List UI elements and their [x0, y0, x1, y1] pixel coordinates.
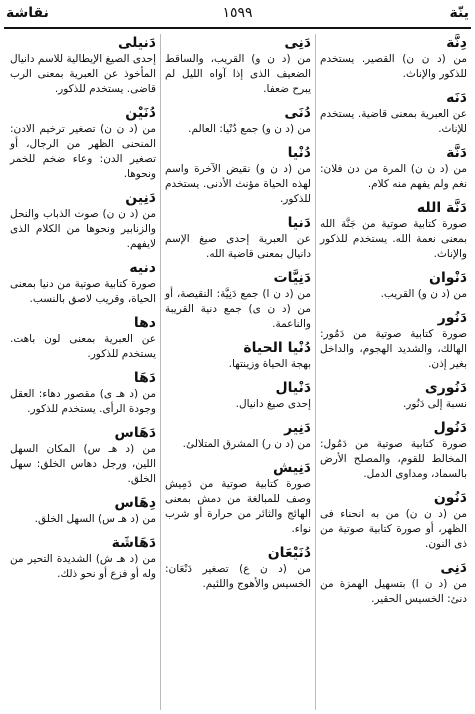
- header-last-word: نقاشة: [6, 5, 49, 21]
- dictionary-entry: [10, 314, 156, 362]
- column-right: [316, 34, 471, 710]
- definition: من (د ن ن) من به انحناء فى الظهر، أو صورة كتابية صوتية من ذى النون.: [320, 508, 467, 550]
- dictionary-entry: [10, 34, 156, 97]
- headword: دُنَيْن: [125, 105, 156, 121]
- page-header: [0, 0, 475, 30]
- header-rule: [4, 27, 471, 29]
- headword: دَنيا: [287, 215, 311, 231]
- headword: دَهَا: [133, 370, 156, 386]
- definition: عن العبرية بمعنى لون باهت. يستخدم للذكور.: [10, 333, 156, 360]
- definition: من (د ن ن) القصير. يستخدم للذكور والإناث.: [320, 53, 467, 80]
- headword: دَنْيال: [275, 380, 311, 396]
- headword: دَنيلى: [117, 35, 156, 51]
- definition: من (د ن ا) جمع دَنِيَّة: النقيصة، أو من (د ن ى) جمع دنية القريبة والناعمة.: [165, 288, 311, 330]
- definition: من (د هـ ى) مقصور دهاء: العقل وجودة الرأى. يستخدم للذكور.: [10, 388, 156, 415]
- dictionary-entry: [10, 259, 156, 307]
- headword: دَنِى: [284, 35, 311, 51]
- definition: إحدى الصيغ الإيطالية للاسم دانيال المأخوذ عن العبرية بمعنى الرب قاضى. يستخدم للذكور.: [10, 53, 156, 95]
- dictionary-entry: [320, 199, 467, 262]
- dictionary-entry: [10, 369, 156, 417]
- definition: عن العبرية بمعنى قاضية. يستخدم للإناث.: [320, 108, 467, 135]
- definition: من (د ن ر) المشرق المتلالئ.: [182, 438, 311, 450]
- definition: نسبة إلى دَنُور.: [402, 398, 467, 410]
- headword: دَنُورى: [424, 380, 467, 396]
- dictionary-entry: [10, 494, 156, 527]
- definition: من (د ن ا) بتسهيل الهمزة من دنئ: الخسيس الحقير.: [320, 578, 467, 605]
- dictionary-entry: [10, 424, 156, 487]
- headword: دَهَاس: [114, 425, 156, 441]
- dictionary-entry: [165, 459, 311, 537]
- dictionary-entry: [320, 144, 467, 192]
- headword: دَنُور: [437, 310, 467, 326]
- dictionary-entry: [165, 104, 311, 137]
- definition: صورة كتابية صوتية من دَمُور: الهالك، والشديد الهجوم، والداخل بغير إذن.: [320, 328, 467, 370]
- dictionary-entry: [320, 419, 467, 482]
- headword: دَنِيش: [273, 460, 311, 476]
- headword: دُنَيْعَان: [267, 545, 311, 561]
- definition: بهجة الحياة وزينتها.: [228, 358, 311, 370]
- definition: من (د ن ع) تصغير دَنْعَان: الخسيس والأهوج واللئيم.: [165, 563, 311, 590]
- headword: دَهَاشَة: [111, 535, 156, 551]
- dictionary-entry: [165, 34, 311, 97]
- definition: إحدى صيغ دانيال.: [235, 398, 311, 410]
- headword: دَنِيَّات: [273, 270, 311, 286]
- headword: دَنَه: [446, 90, 467, 106]
- dictionary-entry: [10, 104, 156, 182]
- page-number: ١٥٩٩: [222, 5, 253, 21]
- dictionary-entry: [165, 419, 311, 452]
- definition: من (د هـ ش) الشديدة التحير من وله أو فزع أو نحو ذلك.: [10, 553, 156, 580]
- column-middle: [161, 34, 316, 710]
- dictionary-entry: [320, 559, 467, 607]
- definition: من (د ن و) القريب.: [380, 288, 467, 300]
- definition: من (د ن ن) صوت الذباب والنحل والزنابير ونحوها من الكلام الذى لايفهم.: [10, 208, 156, 250]
- headword: دَنْوان: [429, 270, 467, 286]
- definition: من (د هـ س) المكان السهل اللين، ورجل دهاس الخلق: سهل الخلق.: [10, 443, 156, 485]
- definition: من (د ن ن) المرة من دن فلان: نغم ولم يفهم منه كلام.: [320, 163, 467, 190]
- dictionary-entry: [10, 189, 156, 252]
- columns-container: [4, 34, 471, 710]
- headword: دَنِير: [284, 420, 311, 436]
- dictionary-entry: [10, 534, 156, 582]
- definition: من (د هـ س) السهل الخلق.: [34, 513, 156, 525]
- dictionary-entry: [320, 489, 467, 552]
- dictionary-entry: [320, 309, 467, 372]
- definition: من (د ن و) نقيض الآخرة واسم لهذه الحياة مؤنث الأدنى. يستخدم للذكور.: [165, 163, 311, 205]
- headword: دِهَاس: [114, 495, 156, 511]
- headword: دنيه: [129, 260, 156, 276]
- headword: دُنْيا الحياة: [243, 340, 311, 356]
- dictionary-entry: [320, 89, 467, 137]
- definition: صورة كتابية صوتية من دَمِيش وصف للمبالغة من دمش بمعنى الهائج والثائر من حرارة أو شرب نواء.: [165, 478, 311, 535]
- headword: دُنَى: [284, 105, 311, 121]
- headword: دها: [133, 315, 156, 331]
- dictionary-entry: [320, 379, 467, 412]
- dictionary-entry: [320, 34, 467, 82]
- dictionary-entry: [165, 269, 311, 332]
- definition: عن العبرية إحدى صيغ الإسم دانيال بمعنى قاضية الله.: [165, 233, 311, 260]
- definition: من (د ن ن) تصغير ترخيم الادن: المنحنى الظهر من الرجال، أو تصغير الدن: وعاء ضخم للخمر ونحوها.: [10, 123, 156, 180]
- dictionary-entry: [320, 269, 467, 302]
- headword: دَنِى: [440, 560, 467, 576]
- definition: من (د ن و) القريب، والساقط الضعيف الذى إذا آواه الليل لم يبرح ضعفا.: [165, 53, 311, 95]
- dictionary-entry: [165, 144, 311, 207]
- definition: صورة كتابية صوتية من دَمُول: المخالط للقوم، والمصلح الأرض بالسماد، ومداوى الدمل.: [320, 438, 467, 480]
- dictionary-entry: [165, 339, 311, 372]
- headword: دَنَّة الله: [416, 200, 467, 216]
- dictionary-entry: [165, 544, 311, 592]
- column-left: [6, 34, 161, 710]
- headword: دَنُول: [433, 420, 467, 436]
- headword: دُنْيا: [287, 145, 311, 161]
- headword: دِنَّة: [446, 35, 467, 51]
- headword: دَنِين: [125, 190, 156, 206]
- definition: صورة كتابية صوتية من جَنَّة الله بمعنى نعمة الله. يستخدم للذكور والإناث.: [320, 218, 467, 260]
- definition: صورة كتابية صوتية من دنيا بمعنى الحياة، وقريب لاصق بالنسب.: [10, 278, 156, 305]
- header-first-word: ينّة: [449, 5, 469, 21]
- headword: دَنَّة: [446, 145, 467, 161]
- dictionary-entry: [165, 379, 311, 412]
- headword: دَنُون: [433, 490, 467, 506]
- definition: من (د ن و) جمع دُنْيا: العالم.: [188, 123, 311, 135]
- dictionary-entry: [165, 214, 311, 262]
